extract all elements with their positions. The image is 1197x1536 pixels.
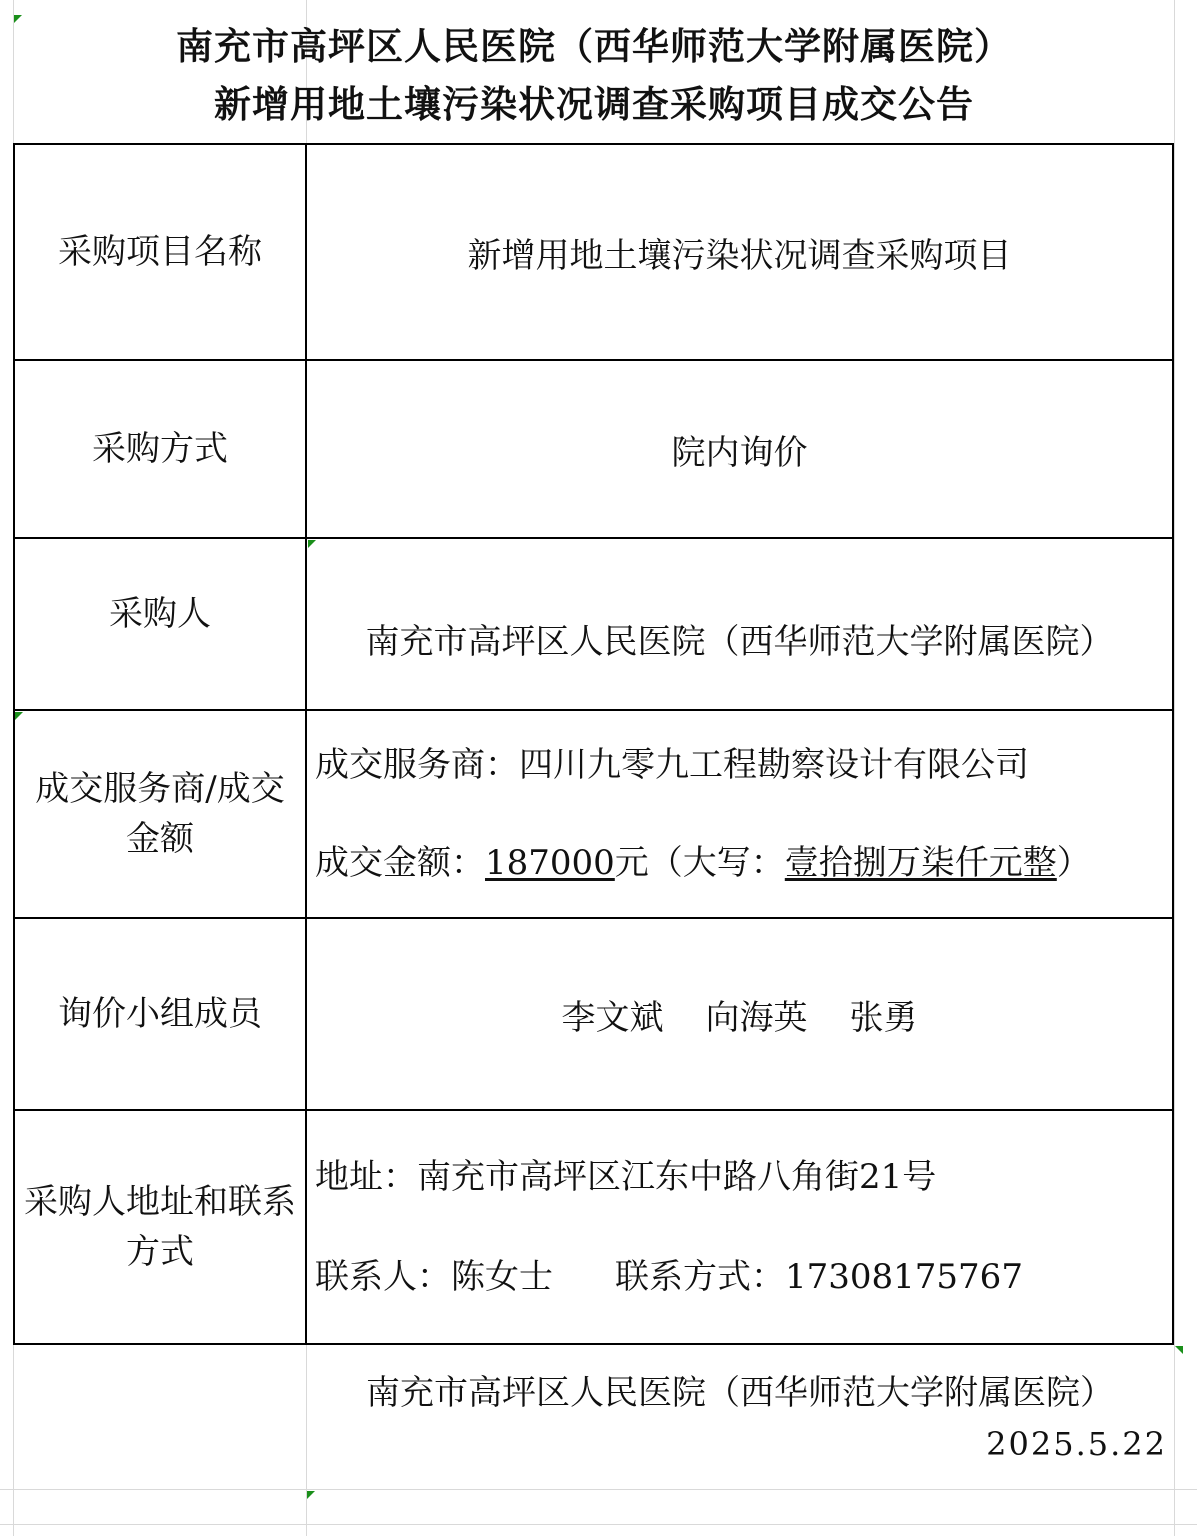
- table-row: [14, 144, 1173, 360]
- announcement-table: [13, 143, 1174, 1345]
- table-row: [14, 710, 1173, 918]
- deal-label-text: 成交服务商/成交金额: [35, 769, 285, 859]
- purchaser-label: [14, 538, 306, 710]
- comment-marker-icon: [307, 1491, 315, 1499]
- footer-organization: 南充市高坪区人民医院（西华师范大学附属医院）: [366, 1373, 1114, 1413]
- title-line-1: 南充市高坪区人民医院（西华师范大学附属医院）: [176, 25, 1012, 68]
- supplier-name: 四川九零九工程勘察设计有限公司: [519, 745, 1029, 785]
- address-line: 地址：南充市高坪区江东中路八角街21号: [315, 1157, 937, 1197]
- table-row: [14, 1110, 1173, 1344]
- project-name-value: 新增用地土壤污染状况调查采购项目: [306, 144, 1173, 360]
- purchaser-value-text: 南充市高坪区人民医院（西华师范大学附属医院）: [365, 621, 1114, 662]
- table-row: [14, 918, 1173, 1110]
- amount-unit: 元（大写：: [614, 843, 785, 883]
- amount-close: ）: [1056, 843, 1091, 883]
- amount-upper: 壹拾捌万柒仟元整: [784, 843, 1057, 883]
- panel-members: [306, 918, 1173, 1110]
- project-name-label: 采购项目名称: [14, 144, 306, 360]
- amount-value: 187000: [485, 843, 615, 883]
- supplier-line: [315, 740, 1172, 790]
- contact-phone: 联系方式：17308175767: [615, 1257, 1023, 1297]
- contact-label: [14, 1110, 306, 1344]
- contact-line: [315, 1252, 1172, 1302]
- contact-person: 联系人：陈女士: [315, 1257, 553, 1297]
- page-title: [14, 18, 1174, 134]
- table-row: [14, 538, 1173, 710]
- gridline: [0, 1489, 1197, 1490]
- table-row: [14, 360, 1173, 538]
- panel-label: 询价小组成员: [14, 918, 306, 1110]
- deal-label: [14, 710, 306, 918]
- purchaser-label-text: 采购人: [109, 594, 211, 634]
- amount-line: [315, 838, 1172, 888]
- panel-member: 向海英: [705, 997, 808, 1038]
- panel-member: 张勇: [849, 997, 918, 1038]
- panel-member: 李文斌: [561, 997, 664, 1038]
- gridline: [0, 1524, 1197, 1525]
- method-value: 院内询价: [306, 360, 1173, 538]
- amount-prefix: 成交金额：: [315, 843, 485, 883]
- title-line-2: 新增用地土壤污染状况调查采购项目成交公告: [214, 83, 974, 126]
- supplier-prefix: 成交服务商：: [315, 745, 519, 785]
- contact-label-text: 采购人地址和联系方式: [24, 1182, 296, 1272]
- comment-marker-icon: [1175, 1346, 1183, 1354]
- footer-date: 2025.5.22: [986, 1425, 1167, 1463]
- method-label: 采购方式: [14, 360, 306, 538]
- purchaser-value: [306, 538, 1173, 710]
- contact-value: [306, 1110, 1173, 1344]
- gridline: [1174, 0, 1175, 1536]
- deal-value: [306, 710, 1173, 918]
